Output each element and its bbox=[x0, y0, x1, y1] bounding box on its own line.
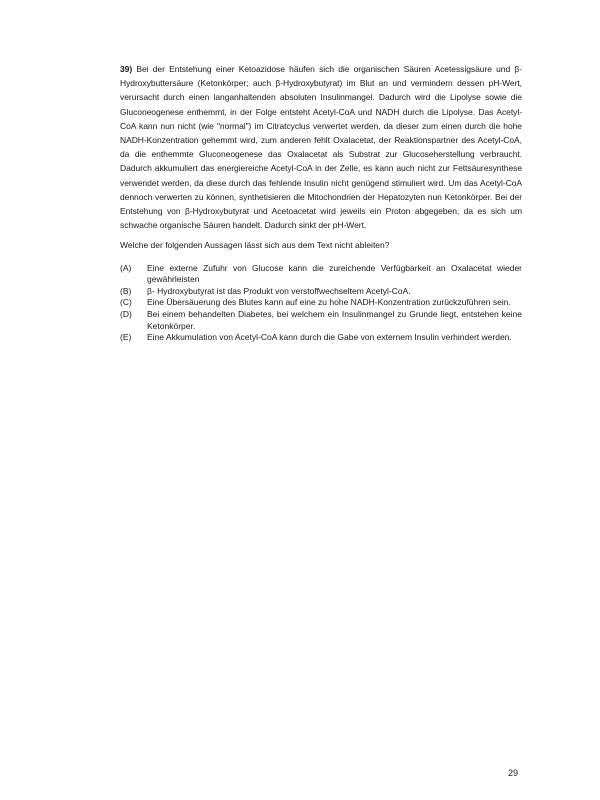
option-text: Eine externe Zufuhr von Glucose kann die zureichende Verfügbarkeit an Oxalacetat wieder gewährleisten bbox=[147, 262, 522, 285]
option-letter: (D) bbox=[120, 309, 132, 320]
answer-option-e bbox=[120, 332, 522, 344]
answer-option-d bbox=[120, 309, 522, 332]
question-body: Bei der Entstehung einer Ketoazidose häufen sich die organischen Säuren Acetessigsäure und β-Hydroxybuttersäure (Ketonkörper; auch β-Hydroxybutyrat) im Blut an und vermindern dessen pH-Wert, verursacht durch einen langanhaltenden absoluten Insulinmangel. Dadurch wird die Lipolyse sowie die Gluconeogenese enthemmt, in der Folge entsteht Acetyl-CoA und NADH durch die Lipolyse. Das Acetyl-CoA kann nun nicht (wie "normal") im Citratcyclus verwertet werden, da dieser zum einen durch die hohe NADH-Konzentration gehemmt wird, zum anderen fehlt Oxalacetat, der Reaktionspartner des Acetyl-CoA, da die enthemmte Gluconeogenese das Oxalacetat als Substrat zur Glucoseherstellung verbraucht. Dadurch akkumuliert das energiereiche Acetyl-CoA in der Zelle, es kann auch nicht zur Fettsäuresynthese verwendet werden, da diese durch das fehlende Insulin nicht genügend stimuliert wird. Um das Acetyl-CoA dennoch verwerten zu können, synthetisieren die Mitochondrien der Hepatozyten nun Ketonkörper. Bei der Entstehung von β-Hydroxybutyrat und Acetoacetat wird jeweils ein Proton abgegeben, da es sich um schwache organische Säuren handelt. Dadurch sinkt der pH-Wert. bbox=[120, 64, 522, 231]
answer-options bbox=[120, 263, 522, 344]
answer-option-a bbox=[120, 263, 522, 286]
question-prompt: Welche der folgenden Aussagen lässt sich aus dem Text nicht ableiten? bbox=[120, 240, 390, 251]
option-text: Eine Übersäuerung des Blutes kann auf eine zu hohe NADH-Konzentration zurückzuführen sein. bbox=[147, 297, 511, 308]
option-letter: (B) bbox=[120, 285, 132, 296]
option-text: β- Hydroxybutyrat ist das Produkt von verstoffwechseltem Acetyl-CoA. bbox=[147, 285, 411, 296]
answer-option-b bbox=[120, 286, 522, 298]
question-number: 39) bbox=[120, 64, 133, 74]
page-number: 29 bbox=[508, 768, 519, 778]
option-letter: (A) bbox=[120, 262, 132, 273]
option-letter: (E) bbox=[120, 332, 132, 343]
question-block bbox=[120, 62, 522, 344]
option-text: Eine Akkumulation von Acetyl-CoA kann durch die Gabe von externem Insulin verhindert werden. bbox=[147, 332, 512, 343]
question-paragraph bbox=[120, 62, 522, 232]
option-text: Bei einem behandelten Diabetes, bei welchem ein Insulinmangel zu Grunde liegt, entstehen keine Ketonkörper. bbox=[147, 309, 522, 331]
option-letter: (C) bbox=[120, 297, 132, 308]
answer-option-c bbox=[120, 297, 522, 309]
